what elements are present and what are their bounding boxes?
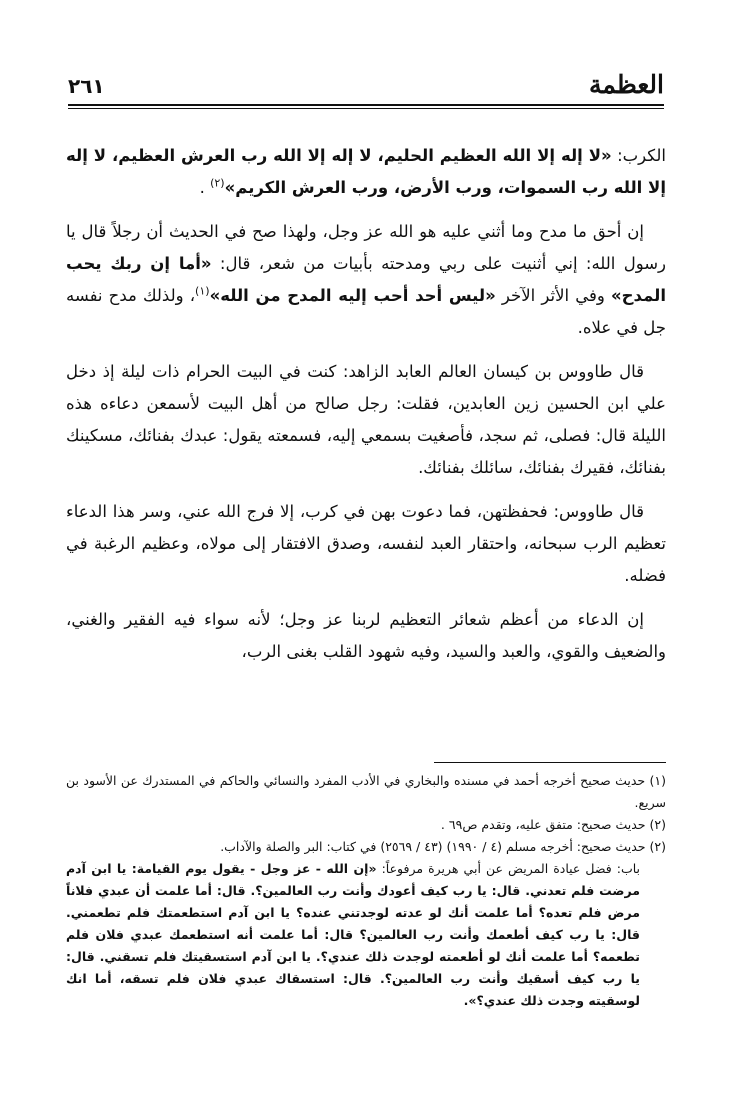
footnotes bbox=[66, 770, 666, 1012]
paragraph-3: قال طاووس بن كيسان العالم العابد الزاهد: كنت في البيت الحرام ذات ليلة إذ دخل علي ابن الحسين زين العابدين، فقلت: رجل صالح من أهل البيت لأسمعن دعاءه هذه الليلة قال: فصلى، ثم سجد، فأصغيت بسمعي إليه، فسمعته يقول: عبدك بفنائك، مسكينك بفنائك، فقيرك بفنائك، سائلك بفنائك. bbox=[66, 362, 666, 477]
footnote-ref-2[interactable]: (٢) bbox=[210, 176, 225, 190]
footnote-hadith: «إن الله - عز وجل - يقول يوم القيامة: يا ابن آدم مرضت فلم تعدني. قال: يا رب كيف أعودك وأنت رب العالمين؟. قال: أما علمت أن عبدي فلاناً مرض فلم تعده؟ أما علمت أنك لو عدته لوجدتني عنده؟ يا ابن آدم استطعمتك فلم تطعمني. قال: يا رب كيف أطعمك وأنت رب العالمين؟ قال: أما علمت أنه استطعمك عبدي فلان فلم تطعمه؟ أما علمت أنك لو أطعمته لوجدت ذلك عندي؟. يا ابن آدم استسقيتك فلم تسقني. قال: يا رب كيف أسقيك وأنت رب العالمين؟. قال: استسقاك عبدي فلان فلم تسقه، أما انك لوسقيته وجدت ذلك عندي؟». bbox=[66, 861, 640, 1008]
footnote-2b: (٢) حديث صحيح: أخرجه مسلم (٤ / ١٩٩٠) (٤٣ / ٢٥٦٩) في كتاب: البر والصلة والآداب. bbox=[220, 839, 666, 854]
footnote-divider bbox=[434, 762, 666, 763]
footnote-2a: (٢) حديث صحيح: متفق عليه، وتقدم ص٦٩ . bbox=[440, 817, 666, 832]
page-header bbox=[68, 66, 664, 100]
p2-text-3: ، ولذلك مدح نفسه جل في علاه. bbox=[66, 286, 666, 337]
footnote-ref-1[interactable]: (١) bbox=[195, 284, 210, 298]
footnote-2b-continuation bbox=[66, 858, 666, 1012]
paragraph-4: قال طاووس: فحفظتهن، فما دعوت بهن في كرب، إلا فرج الله عني، وسر هذا الدعاء تعظيم الرب سبحانه، واحتقار العبد لنفسه، وصدق الافتقار إلى مولاه، وعظيم الرغبة في فضله. bbox=[66, 502, 666, 585]
p2-text: إن أحق ما مدح وما أثني عليه هو الله عز وجل، ولهذا صح في الحديث أن رجلاً قال يا رسول الله: إني أثنيت على ربي ومدحته بأبيات من شعر، قال: bbox=[66, 222, 667, 273]
p2-text-2: وفي الأثر الآخر bbox=[495, 286, 611, 305]
p2-quote-1: «أما إن ربك يحب المدح» bbox=[66, 254, 666, 305]
p2-quote-2: «ليس أحد أحب إليه المدح من الله» bbox=[209, 286, 496, 305]
paragraph-2 bbox=[66, 216, 666, 344]
running-title: العظمة bbox=[589, 70, 664, 99]
paragraph-5: إن الدعاء من أعظم شعائر التعظيم لربنا عز وجل؛ لأنه سواء فيه الفقير والغني، والضعيف والقوي، والعبد والسيد، وفيه شهود القلب بغنى الرب، bbox=[66, 610, 666, 661]
paragraph-1 bbox=[66, 140, 666, 204]
p1-end: . bbox=[199, 178, 211, 197]
page-number: ٢٦١ bbox=[68, 74, 105, 98]
footnote-bab: باب: فضل عيادة المريض عن أبي هريرة مرفوعاً: bbox=[376, 861, 640, 876]
p1-lead: الكرب: bbox=[611, 146, 667, 165]
p1-quote: «لا إله إلا الله العظيم الحليم، لا إله إلا الله رب العرش العظيم، لا إله إلا الله رب السموات، ورب الأرض، ورب العرش الكريم» bbox=[66, 146, 666, 197]
main-text bbox=[66, 140, 666, 680]
footnote-1: (١) حديث صحيح أخرجه أحمد في مسنده والبخاري في الأدب المفرد والنسائي والحاكم في المستدرك عن الأسود بن سريع. bbox=[66, 773, 666, 810]
header-divider bbox=[68, 104, 664, 109]
